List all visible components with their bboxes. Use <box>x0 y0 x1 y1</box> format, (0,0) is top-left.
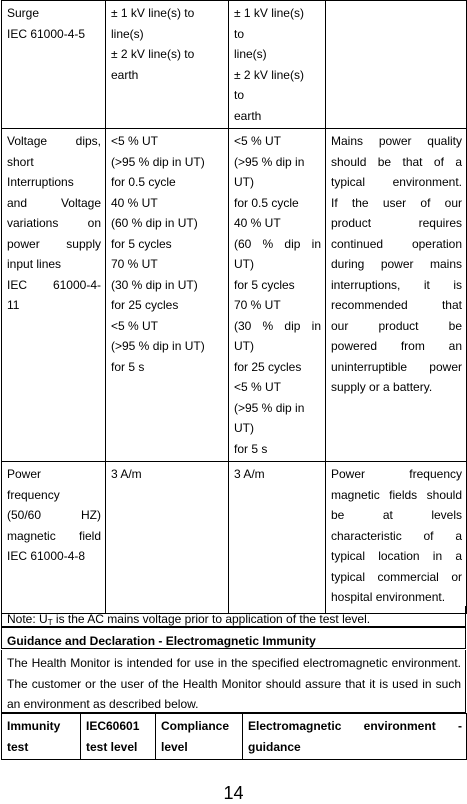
cell-compliance <box>229 462 326 614</box>
cell-line: (>95 % dip in UT) <box>111 339 205 353</box>
cell-line: during power mains <box>331 257 462 271</box>
cell-line: <5 % UT <box>111 318 159 333</box>
table-row-power-frequency <box>2 462 467 614</box>
cell-line: line(s) <box>111 26 144 41</box>
cell-test-level <box>106 1 229 129</box>
cell-line: our product be <box>331 318 462 333</box>
cell-line: IEC 61000-4-8 <box>7 549 86 563</box>
note-prefix: Note: U <box>7 612 48 626</box>
cell-line: (>95 % dip in UT) <box>111 154 205 169</box>
cell-line: for 5 s <box>234 441 268 456</box>
intro-line: an environment as described below. <box>7 697 199 711</box>
cell-line: variations on <box>7 216 101 230</box>
intro-line: The customer or the user of the Health Monitor should assure that it is used in such <box>7 676 461 691</box>
cell-line: (>95 % dip in <box>234 154 305 169</box>
cell-line: for 25 cycles <box>234 359 302 374</box>
cell-line: (50/60 HZ) <box>7 508 101 522</box>
immunity-table <box>1 0 467 614</box>
cell-line: be at levels <box>331 508 462 522</box>
cell-line: Interruptions <box>7 175 74 189</box>
cell-line: 11 <box>7 298 20 312</box>
cell-guidance <box>326 1 467 129</box>
cell-line: IEC 61000-4-5 <box>7 26 86 41</box>
cell-test-level <box>106 129 229 462</box>
cell-line: characteristic of a <box>331 528 462 543</box>
cell-line: earth <box>111 67 139 82</box>
note-suffix: is the AC mains voltage prior to application of the test level. <box>52 612 371 626</box>
cell-line: UT) <box>234 257 254 271</box>
table-row-voltage-dips <box>2 129 467 462</box>
cell-line: (>95 % dip in <box>234 400 305 415</box>
cell-line: (30 % dip in <box>234 318 321 333</box>
intro-paragraph <box>1 650 466 713</box>
cell-phenomenon <box>2 1 106 129</box>
cell-line: ± 1 kV line(s) <box>234 6 304 20</box>
cell-line: line(s) <box>234 47 267 61</box>
cell-phenomenon <box>2 129 106 462</box>
cell-line: typical location in a <box>331 549 462 563</box>
cell-line: earth <box>234 108 262 123</box>
guidance-header-table <box>1 713 467 760</box>
cell-line: supply or a battery. <box>331 380 433 394</box>
cell-line: continued operation <box>331 236 462 251</box>
cell-line: to <box>234 88 245 102</box>
section-title: Guidance and Declaration - Electromagnetic Immunity <box>1 627 466 649</box>
cell-line: magnetic field <box>7 528 101 543</box>
cell-line: ± 2 kV line(s) to <box>111 47 195 61</box>
cell-line: product requires <box>331 216 462 230</box>
cell-line: uninterruptible power <box>331 359 462 374</box>
cell-line: 40 % UT <box>234 216 281 230</box>
page-number: 14 <box>223 783 244 803</box>
cell-line: for 5 cycles <box>111 236 172 251</box>
note-subscript: T <box>47 618 53 627</box>
cell-line: recommended that <box>331 298 462 312</box>
header-compliance-level: Compliance level <box>156 714 243 760</box>
cell-line: 40 % UT <box>111 195 158 210</box>
header-test-level: IEC60601 test level <box>81 714 156 760</box>
cell-line: <5 % UT <box>234 134 282 148</box>
cell-line: for 5 cycles <box>234 277 295 292</box>
cell-line: Voltage dips, <box>7 134 101 148</box>
cell-line: UT) <box>234 339 254 353</box>
cell-line: for 5 s <box>111 359 145 374</box>
cell-line: Power frequency <box>331 467 462 481</box>
note-row <box>1 606 466 627</box>
cell-line: and Voltage <box>7 195 101 210</box>
header-immunity-test: Immunity test <box>2 714 81 760</box>
cell-line: Mains power quality <box>331 134 462 148</box>
cell-line: (30 % dip in UT) <box>111 277 198 292</box>
cell-line: to <box>234 26 245 41</box>
cell-line: powered from an <box>331 339 462 353</box>
cell-line: 3 A/m <box>111 467 142 481</box>
cell-compliance <box>229 129 326 462</box>
cell-line: Surge <box>7 6 40 20</box>
cell-line: power supply <box>7 236 101 251</box>
cell-line: UT) <box>234 421 254 435</box>
cell-line: (60 % dip in <box>234 236 321 251</box>
header-environment-guidance: Electromagnetic environment - guidance <box>243 714 467 760</box>
cell-guidance <box>326 129 467 462</box>
cell-guidance <box>326 462 467 614</box>
cell-line: ± 2 kV line(s) <box>234 67 304 82</box>
cell-line: for 0.5 cycle <box>234 195 299 210</box>
cell-line: <5 % UT <box>234 380 282 394</box>
cell-line: frequency <box>7 487 60 502</box>
cell-line: for 0.5 cycle <box>111 175 176 189</box>
cell-line: short <box>7 154 34 169</box>
cell-line: UT) <box>234 175 254 189</box>
cell-line: for 25 cycles <box>111 298 179 312</box>
cell-line: If the user of our <box>331 195 462 210</box>
cell-line: typical environment. <box>331 175 462 189</box>
intro-line: The Health Monitor is intended for use in the specified electromagnetic environment. <box>7 656 461 670</box>
cell-line: IEC 61000-4- <box>7 277 101 292</box>
cell-compliance <box>229 1 326 129</box>
table-row-surge <box>2 1 467 129</box>
cell-line: <5 % UT <box>111 134 159 148</box>
cell-line: 70 % UT <box>234 298 281 312</box>
cell-line: input lines <box>7 257 62 271</box>
cell-line: typical commercial or <box>331 569 462 584</box>
cell-line: 70 % UT <box>111 257 158 271</box>
cell-line: (60 % dip in UT) <box>111 216 198 230</box>
cell-line: interruptions, it is <box>331 277 462 292</box>
cell-line: hospital environment. <box>331 590 446 604</box>
cell-line: should be that of a <box>331 154 462 169</box>
cell-test-level <box>106 462 229 614</box>
cell-line: magnetic fields should <box>331 487 462 502</box>
cell-line: ± 1 kV line(s) to <box>111 6 195 20</box>
cell-phenomenon <box>2 462 106 614</box>
cell-line: Power <box>7 467 42 481</box>
cell-line: 3 A/m <box>234 467 265 481</box>
